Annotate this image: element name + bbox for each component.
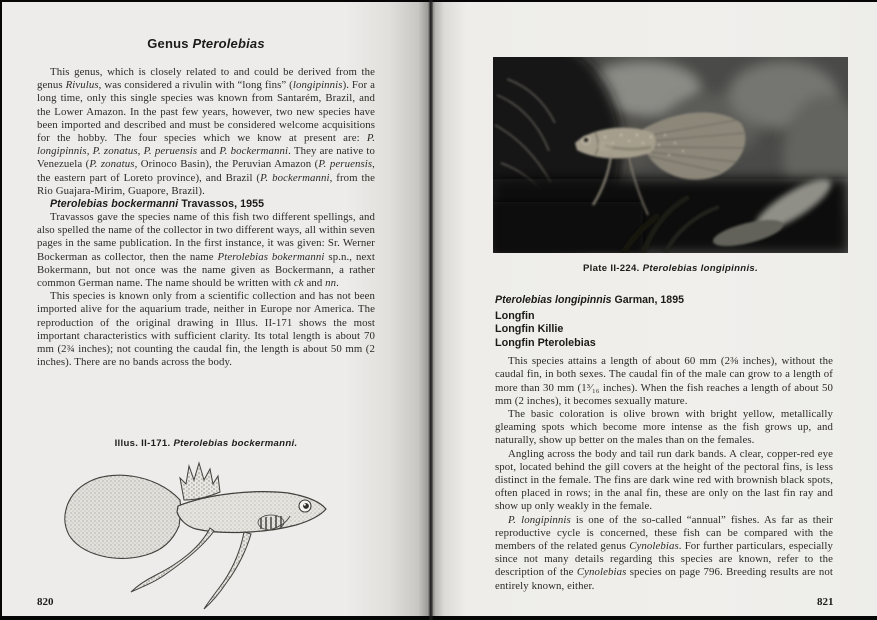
- common-name-longfin-killie: Longfin Killie: [495, 323, 564, 336]
- fish-ventral-filament: [204, 532, 251, 609]
- paragraph: Angling across the body and tail run dark bands. A clear, copper-red eye spot, located behind the gill covers at the height of the pectoral fins, is less distinct in the female. The fins are dark wine red with brownish black spots, often placed in rows; in the anal fin, these are only on the last fin ray and show up only weakly in the female.: [495, 447, 833, 513]
- species-heading-longipinnis: Pterolebias longipinnis Garman, 1895: [495, 294, 684, 306]
- left-page-body: [37, 66, 375, 369]
- paragraph: This species attains a length of about 60 mm (2⅜ inches), without the caudal fin, in both sexes. The caudal fin of the male can grow to a length of more than 30 mm (1³⁄₁₆ inches). When the fish reaches a length of about 50 mm (2 inches), it becomes sexually mature.: [495, 355, 833, 407]
- paragraph: This species is known only from a scientific collection and has not been imported alive for the aquarium trade, neither in Europe nor America. The reproduction of the original drawing in Illus. II-171 shows the most important characteristics with sufficient clarity. Its total length is about 70 mm (2¾ inches); not counting the caudal fin, the length is about 50 mm (2 inches). There are no bands across the body.: [37, 290, 375, 369]
- paragraph: Travassos gave the species name of this fish two different spellings, and also spelled the name of the collector in two different ways, all within seven pages in the same publication. In the first instance, it was given: Sr. Werner Bockerman as collector, then the name Pterolebias bokermanni sp.n., next Bokermann, but not once was the name given as Bockermann, a rather common German name. The name should be written with ck and nn.: [37, 211, 375, 290]
- fish-photo: [493, 57, 848, 253]
- right-page-body: [495, 355, 833, 593]
- paragraph: The basic coloration is olive brown with bright yellow, metallically gleaming spots which become more intense as the fish grows up, and naturally, show up better on the males than on the females.: [495, 408, 833, 447]
- page-number-left: 820: [37, 596, 54, 608]
- paragraph: This genus, which is closely related to and could be derived from the genus Rivulus, was considered a rivulin with “long fins” (longipinnis). For a long time, only this single species was known from Santarém, Brazil, and the Lower Amazon. In the past few years, however, two new species have been imported and described and must be considered welcome acquisitions for the hobby. The four species which we know at present are: P. longipinnis, P. zonatus, P. peruensis and P. bockermanni. They are native to Venezuela (P. zonatus, Orinoco Basin), the Peruvian Amazon (P. peruensis, the eastern part of Loreto province), and Brazil (P. bockermanni, from the Rio Guajara-Mirim, Guapore, Brazil).: [37, 66, 375, 197]
- common-name-longfin: Longfin: [495, 310, 535, 322]
- fish-line-drawing: [58, 456, 363, 611]
- page-number-right: 821: [817, 596, 834, 608]
- plate-caption: Plate II-224. Pterolebias longipinnis.: [582, 263, 759, 274]
- fish-eye: [299, 500, 311, 512]
- page-gutter: [428, 0, 433, 620]
- illustration-caption: Illus. II-171. Pterolebias bockermanni.: [114, 438, 298, 449]
- left-page-text-column: [37, 36, 375, 369]
- fish-dorsal-fin: [180, 463, 220, 500]
- paragraph: P. longipinnis is one of the so-called “annual” fishes. As far as their reproductive cycle is concerned, these fish can be compared with the members of the related genus Cynolebias. For further particulars, especially since not many details regarding this species are known, refer to the description of the Cynolebias species on page 796. Breeding results are not entirely known, either.: [495, 513, 834, 592]
- right-page-text-column: [495, 294, 833, 593]
- genus-title: Genus Pterolebias: [147, 36, 265, 51]
- fish-tail: [65, 475, 181, 558]
- species-heading-bockermanni: Pterolebias bockermanni Travassos, 1955: [50, 198, 265, 211]
- common-name-longfin-pterolebias: Longfin Pterolebias: [495, 336, 596, 349]
